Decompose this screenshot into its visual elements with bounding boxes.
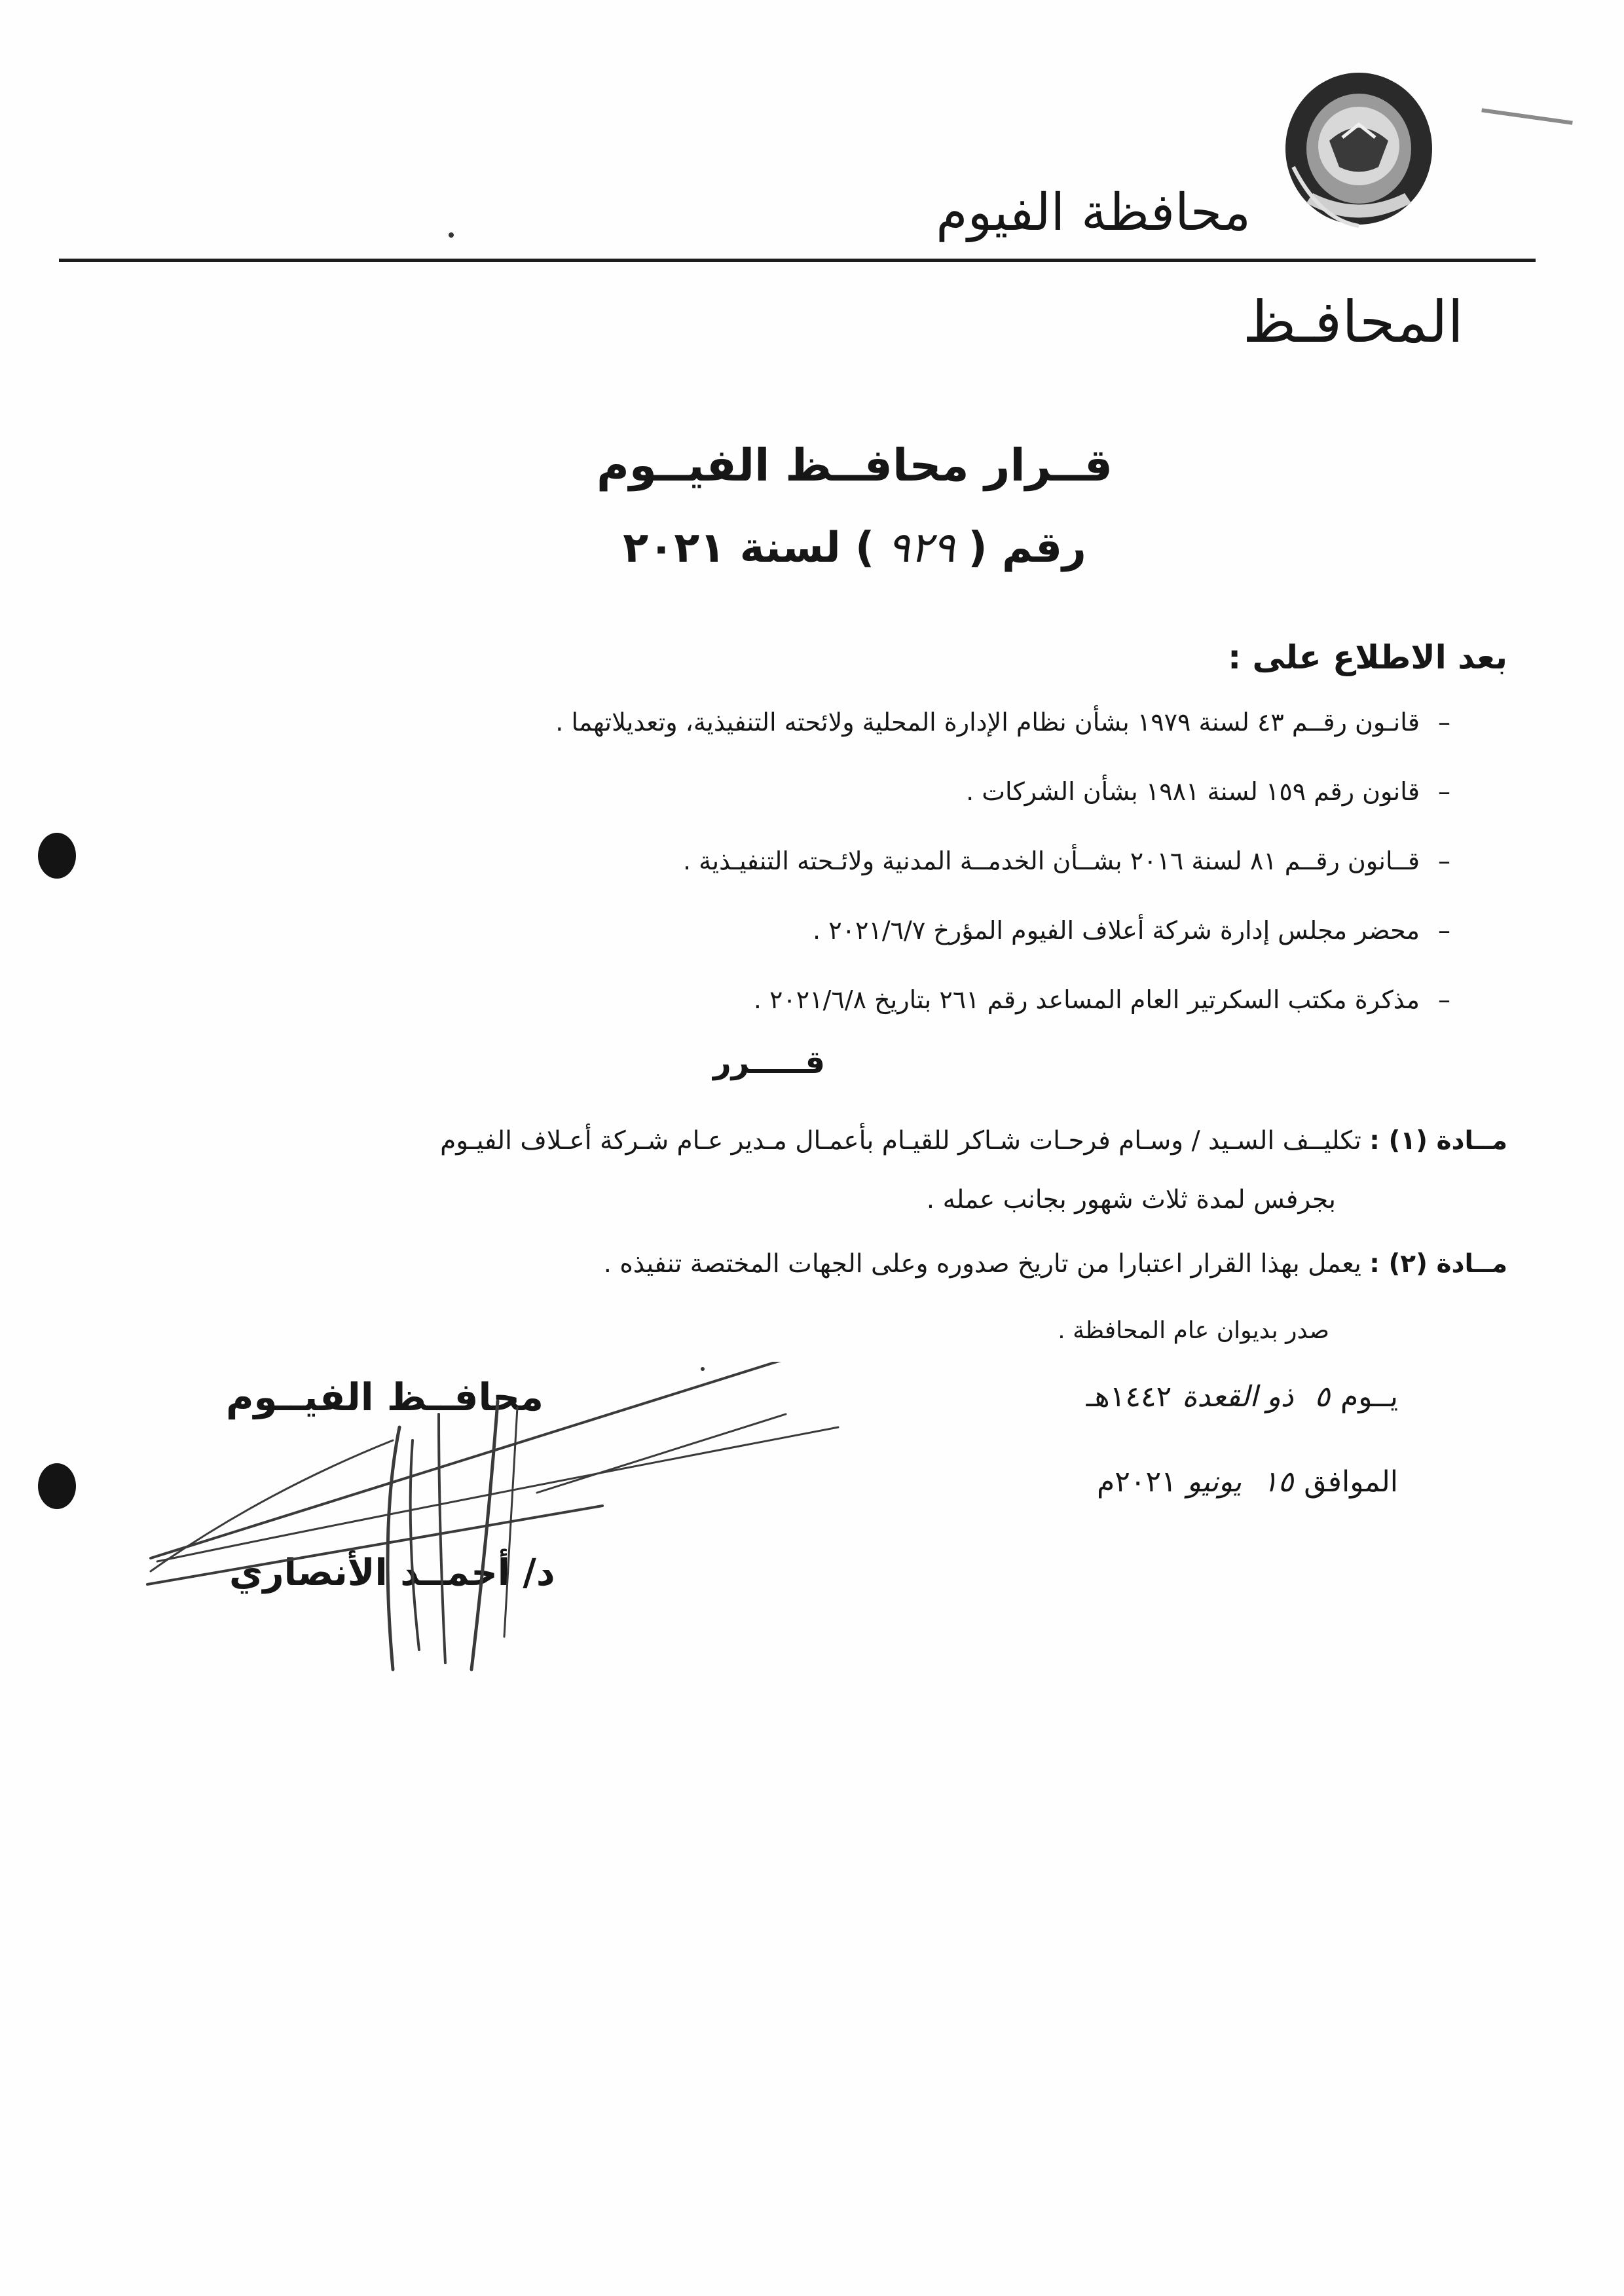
signatory-title: محافــظ الفيــوم — [226, 1375, 544, 1419]
greg-month: يونيو — [1187, 1465, 1242, 1499]
governorate-seal-icon — [1280, 69, 1437, 232]
hijri-month: ذو القعدة — [1182, 1380, 1294, 1413]
list-item: –قــانون رقــم ٨١ لسنة ٢٠١٦ بشــأن الخدمــة المدنية ولائـحته التنفيـذية . — [682, 847, 1450, 875]
issued-at: صدر بديوان عام المحافظة . — [1058, 1317, 1329, 1344]
greg-label: الموافق — [1304, 1465, 1398, 1499]
list-item: –قانـون رقــم ٤٣ لسنة ١٩٧٩ بشأن نظام الإدارة المحلية ولائحته التنفيذية، وتعديلاتهما . — [555, 708, 1450, 737]
list-item: –قانون رقم ١٥٩ لسنة ١٩٨١ بشأن الشركات . — [966, 777, 1450, 806]
gregorian-date — [1097, 1465, 1398, 1499]
day-label: يــوم — [1340, 1380, 1398, 1413]
article-2-label: مــادة (٢) : — [1369, 1249, 1507, 1279]
scan-speck — [449, 232, 454, 238]
governorate-name: محافظة الفيوم — [936, 183, 1251, 242]
list-item: –مذكرة مكتب السكرتير العام المساعد رقم ٢٦١ بتاريخ ٢٠٢١/٦/٨ . — [753, 985, 1450, 1014]
signatory-name: د/ أحمــد الأنصاري — [229, 1552, 555, 1594]
article-1-label: مــادة (١) : — [1369, 1126, 1507, 1156]
office-title: المحافـظ — [1242, 288, 1464, 355]
greg-year: ٢٠٢١م — [1096, 1465, 1177, 1499]
article-1-text: تكليــف السـيد / وسـام فرحـات شـاكر للقيـام بأعمـال مـدير عـام شـركة أعـلاف الفيـوم — [440, 1126, 1361, 1156]
signature-icon — [131, 1362, 864, 1702]
article-2 — [604, 1249, 1507, 1279]
reference-list — [272, 697, 1450, 1044]
hijri-date — [1086, 1380, 1398, 1413]
punch-hole — [38, 833, 76, 879]
article-2-text: يعمل بهذا القرار اعتبارا من تاريخ صدوره وعلى الجهات المختصة تنفيذه . — [603, 1249, 1361, 1279]
hijri-day: ٥ — [1314, 1380, 1330, 1413]
article-1 — [440, 1126, 1507, 1156]
decision-heading: قـــــرر — [713, 1044, 825, 1081]
decree-title: قــرار محافــظ الفيــوم — [596, 440, 1113, 492]
scan-mark — [1481, 108, 1572, 124]
punch-hole — [38, 1463, 76, 1509]
list-item: –محضر مجلس إدارة شركة أعلاف الفيوم المؤرخ ٢٠٢١/٦/٧ . — [813, 916, 1450, 945]
decree-number — [0, 524, 1624, 572]
decree-number-value: ٩٢٩ — [887, 524, 955, 572]
decree-number-prefix: رقم ( — [968, 524, 1086, 572]
scan-speck — [701, 1367, 705, 1371]
hijri-year: ١٤٤٢هـ — [1086, 1380, 1172, 1413]
header-divider — [59, 259, 1536, 262]
greg-day: ١٥ — [1262, 1465, 1294, 1499]
article-1-continuation: بجرفس لمدة ثلاث شهور بجانب عمله . — [926, 1185, 1336, 1214]
decree-number-suffix: ) لسنة ٢٠٢١ — [623, 524, 875, 572]
preamble-heading: بعد الاطلاع على : — [1228, 638, 1507, 676]
